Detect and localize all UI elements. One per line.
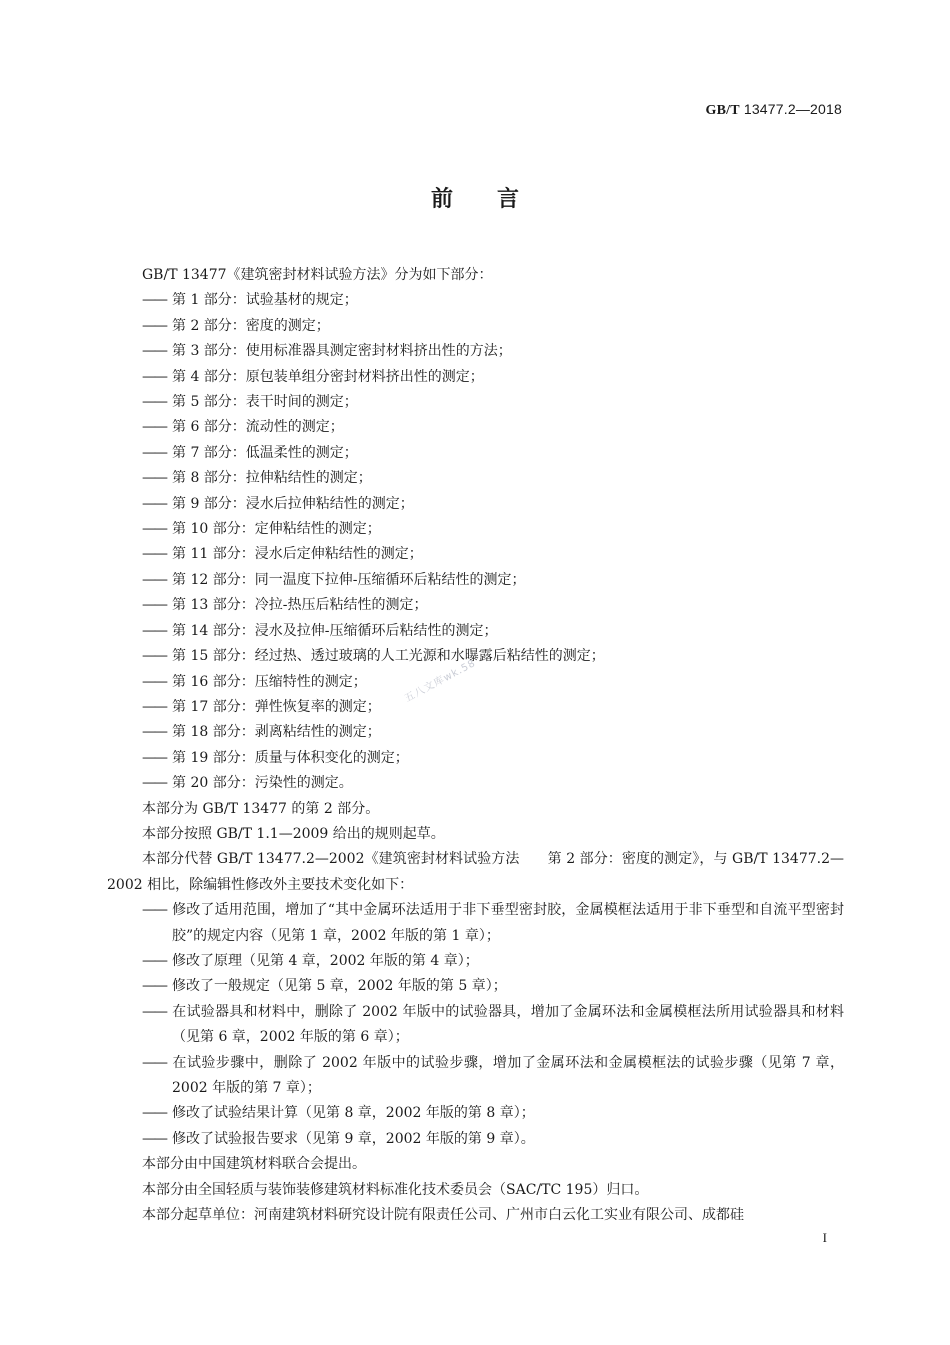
part-item: [107, 441, 844, 466]
part-item: [107, 314, 844, 339]
dash-mark: ——: [142, 597, 166, 614]
intro-paragraph: GB/T 13477《建筑密封材料试验方法》分为如下部分：: [142, 267, 493, 283]
change-item-text: 修改了适用范围，增加了“其中金属环法适用于非下垂型密封胶，金属模框法适用于非下垂型和自流平型密封胶”的规定内容（见第 1 章，2002 年版的第 1 章）；: [172, 902, 844, 944]
centralized-paragraph: 本部分由全国轻质与装饰装修建筑材料标准化技术委员会（SAC/TC 195）归口。: [142, 1181, 649, 1198]
part-item: [107, 670, 844, 695]
change-item-text: 修改了原理（见第 4 章，2002 年版的第 4 章）；: [172, 952, 479, 969]
change-item-text: 修改了一般规定（见第 5 章，2002 年版的第 5 章）；: [172, 978, 507, 995]
page-title: 前 言: [430, 187, 519, 212]
rules-paragraph: 本部分按照 GB/T 1.1—2009 给出的规则起草。: [142, 825, 445, 842]
dash-mark: ——: [142, 317, 166, 334]
dash-mark: ——: [142, 724, 166, 741]
dash-mark: ——: [142, 394, 166, 411]
part-item: [107, 695, 844, 720]
proposed-paragraph: 本部分由中国建筑材料联合会提出。: [142, 1156, 366, 1173]
dash-mark: ——: [142, 546, 166, 563]
dash-mark: ——: [142, 622, 166, 639]
part-item: [107, 415, 844, 440]
part-item-text: 第 19 部分：质量与体积变化的测定；: [172, 749, 409, 766]
dash-mark: ——: [142, 444, 166, 461]
part-item: [107, 593, 844, 618]
part-item: [107, 492, 844, 517]
part-item-text: 第 16 部分：压缩特性的测定；: [172, 673, 367, 690]
dash-mark: ——: [142, 1003, 166, 1020]
change-item: [107, 1051, 844, 1102]
dash-mark: ——: [142, 978, 166, 995]
dash-mark: ——: [142, 902, 166, 919]
dash-mark: ——: [142, 368, 166, 385]
part-item: [107, 466, 844, 491]
part-item-text: 第 20 部分：污染性的测定。: [172, 775, 353, 792]
dash-mark: ——: [142, 775, 166, 792]
part-item-text: 第 5 部分：表干时间的测定；: [172, 394, 358, 411]
part-item: [107, 619, 844, 644]
part-item-text: 第 6 部分：流动性的测定；: [172, 419, 344, 436]
part-item-text: 第 18 部分：剥离粘结性的测定；: [172, 724, 381, 741]
part-item-text: 第 8 部分：拉伸粘结性的测定；: [172, 470, 372, 487]
part-item: [107, 746, 844, 771]
standard-code-prefix: GB/T: [705, 103, 740, 118]
foreword-body: [107, 263, 844, 1228]
part-item: [107, 339, 844, 364]
part-item-text: 第 11 部分：浸水后定伸粘结性的测定；: [172, 546, 423, 563]
part-item: [107, 542, 844, 567]
dash-mark: ——: [142, 292, 166, 309]
standard-code: [705, 101, 842, 119]
watermark: 五八文库wk.58: [402, 657, 478, 705]
dash-mark: ——: [142, 1054, 166, 1071]
part-item: [107, 771, 844, 796]
dash-mark: ——: [142, 749, 166, 766]
dash-mark: ——: [142, 1105, 166, 1122]
dash-mark: ——: [142, 698, 166, 715]
part-item-text: 第 1 部分：试验基材的规定；: [172, 292, 358, 309]
part-item-text: 第 7 部分：低温柔性的测定；: [172, 444, 358, 461]
page-number: I: [822, 1230, 827, 1245]
part-item-text: 第 9 部分：浸水后拉伸粘结性的测定；: [172, 495, 414, 512]
dash-mark: ——: [142, 673, 166, 690]
drafters-paragraph: 本部分起草单位：河南建筑材料研究设计院有限责任公司、广州市白云化工实业有限公司、成都硅: [142, 1207, 744, 1224]
change-item-text: 修改了试验报告要求（见第 9 章，2002 年版的第 9 章）。: [172, 1130, 535, 1147]
part-item-text: 第 10 部分：定伸粘结性的测定；: [172, 521, 381, 538]
part-item: [107, 568, 844, 593]
dash-mark: ——: [142, 343, 166, 360]
dash-mark: ——: [142, 952, 166, 969]
change-item: [107, 1000, 844, 1051]
dash-mark: ——: [142, 495, 166, 512]
replace-paragraph: 本部分代替 GB/T 13477.2—2002《建筑密封材料试验方法 第 2 部分：密度的测定》，与 GB/T 13477.2—2002 相比，除编辑性修改外主要技术变化如下：: [107, 851, 844, 893]
part-item-text: 第 14 部分：浸水及拉伸-压缩循环后粘结性的测定；: [172, 622, 498, 639]
change-item: [107, 949, 844, 974]
part-item-text: 第 13 部分：冷拉-热压后粘结性的测定；: [172, 597, 428, 614]
dash-mark: ——: [142, 1130, 166, 1147]
part-item-text: 第 4 部分：原包装单组分密封材料挤出性的测定；: [172, 368, 484, 385]
part-item-text: 第 17 部分：弹性恢复率的测定；: [172, 698, 381, 715]
part-item: [107, 390, 844, 415]
dash-mark: ——: [142, 419, 166, 436]
standard-code-number: 13477.2—2018: [739, 101, 842, 117]
change-item-text: 在试验步骤中，删除了 2002 年版中的试验步骤，增加了金属环法和金属模框法的试验步骤（见第 7 章，2002 年版的第 7 章）；: [172, 1054, 844, 1096]
part-item-text: 第 2 部分：密度的测定；: [172, 317, 330, 334]
change-item: [107, 898, 844, 949]
change-item: [107, 974, 844, 999]
dash-mark: ——: [142, 571, 166, 588]
dash-mark: ——: [142, 648, 166, 665]
change-item-text: 在试验器具和材料中，删除了 2002 年版中的试验器具，增加了金属环法和金属模框法所用试验器具和材料（见第 6 章，2002 年版的第 6 章）；: [172, 1003, 844, 1046]
dash-mark: ——: [142, 521, 166, 538]
part-item-text: 第 12 部分：同一温度下拉伸-压缩循环后粘结性的测定；: [172, 571, 526, 588]
change-item-text: 修改了试验结果计算（见第 8 章，2002 年版的第 8 章）；: [172, 1105, 535, 1122]
part-item: [107, 720, 844, 745]
part-item: [107, 517, 844, 542]
dash-mark: ——: [142, 470, 166, 487]
changes-list: [107, 898, 844, 1152]
change-item: [107, 1127, 844, 1152]
part-of-paragraph: 本部分为 GB/T 13477 的第 2 部分。: [142, 800, 380, 817]
part-item-text: 第 3 部分：使用标准器具测定密封材料挤出性的方法；: [172, 343, 512, 360]
part-item: [107, 288, 844, 313]
parts-list: [107, 288, 844, 796]
part-item-text: 第 15 部分：经过热、透过玻璃的人工光源和水曝露后粘结性的测定；: [172, 648, 605, 665]
part-item: [107, 365, 844, 390]
change-item: [107, 1101, 844, 1126]
